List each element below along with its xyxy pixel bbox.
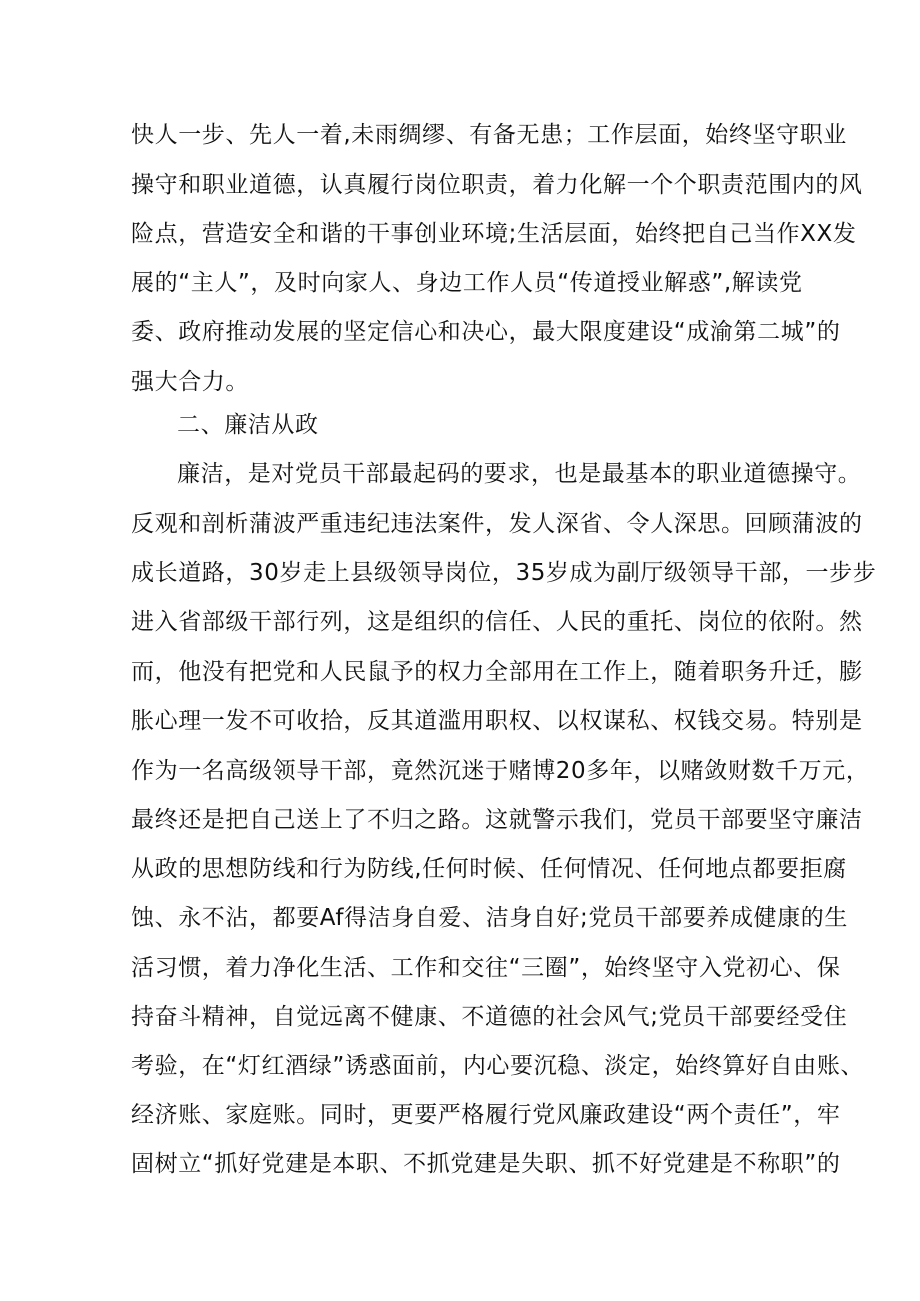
text-line: 进入省部级干部行列，这是组织的信任、人民的重托、岗位的依附。然 bbox=[131, 609, 863, 635]
text-line: 险点，营造安全和谐的干事创业环境;生活层面，始终把自己当作XX发 bbox=[131, 221, 857, 247]
text-line: 持奋斗精神，自觉远离不健康、不道德的社会风气;党员干部要经受住 bbox=[131, 1004, 848, 1030]
text-line: 经济账、家庭账。同时，更要严格履行党风廉政建设“两个责任”，牢 bbox=[131, 1102, 841, 1128]
text-line: 固树立“抓好党建是本职、不抓党建是失职、抓不好党建是不称职”的 bbox=[131, 1151, 841, 1177]
text-line: 考验，在“灯红酒绿”诱惑面前，内心要沉稳、淡定，始终算好自由账、 bbox=[131, 1053, 865, 1079]
section-heading: 二、廉洁从政 bbox=[177, 412, 319, 438]
text-line: 廉洁，是对党员干部最起码的要求，也是最基本的职业道德操守。 bbox=[177, 461, 862, 487]
text-line: 而，他没有把党和人民鼠予的权力全部用在工作上，随着职务升迁，膨 bbox=[131, 659, 863, 685]
text-line: 反观和剖析蒲波严重违纪违法案件，发人深省、令人深思。回顾蒲波的 bbox=[131, 511, 863, 537]
text-line: 强大合力。 bbox=[131, 369, 249, 395]
text-line: 作为一名高级领导干部，竟然沉迷于赌博20多年，以赌敛财数千万元， bbox=[131, 758, 870, 784]
text-line: 最终还是把自己送上了不归之路。这就警示我们，党员干部要坚守廉洁 bbox=[131, 807, 863, 833]
text-line: 操守和职业道德，认真履行岗位职责，着力化解一个个职责范围内的风 bbox=[131, 172, 863, 198]
text-line: 活习惯，着力净化生活、工作和交往“三圈”，始终坚守入党初心、保 bbox=[131, 955, 841, 981]
text-line: 展的“主人”，及时向家人、身边工作人员“传道授业解惑”,解读党 bbox=[131, 270, 803, 296]
text-line: 快人一步、先人一着,未雨绸缪、有备无患；工作层面，始终坚守职业 bbox=[131, 122, 847, 148]
text-line: 成长道路，30岁走上县级领导岗位，35岁成为副厅级领导干部，一步步 bbox=[131, 560, 877, 586]
text-line: 委、政府推动发展的坚定信心和决心，最大限度建设“成渝第二城”的 bbox=[131, 319, 841, 345]
text-line: 蚀、永不沾，都要Af得洁身自爱、洁身自好;党员干部要养成健康的生 bbox=[131, 905, 848, 931]
text-line: 从政的思想防线和行为防线,任何时候、任何情况、任何地点都要拒腐 bbox=[131, 856, 847, 882]
text-line: 胀心理一发不可收拾，反其道滥用职权、以权谋私、权钱交易。特别是 bbox=[131, 708, 863, 734]
